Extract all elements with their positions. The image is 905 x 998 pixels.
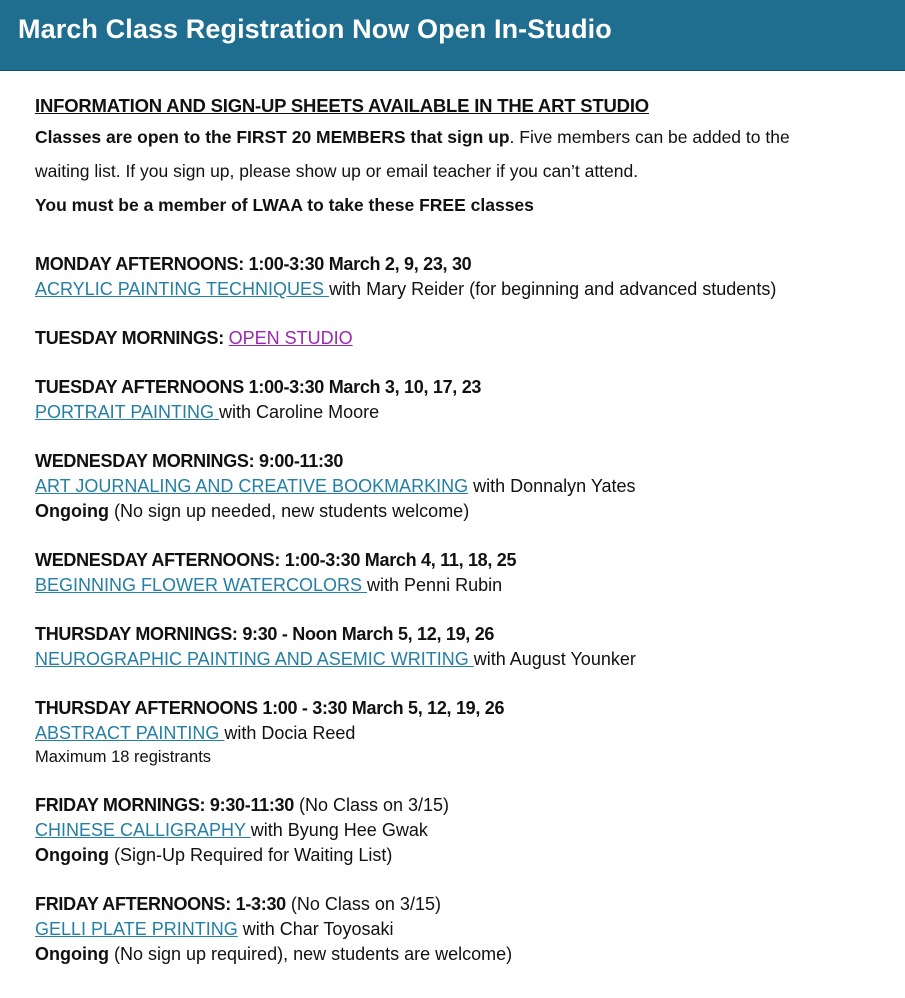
- session-note-bold: Ongoing: [35, 501, 109, 521]
- class-link-gelli-plate-printing[interactable]: GELLI PLATE PRINTING: [35, 919, 238, 939]
- class-link-acrylic-painting[interactable]: ACRYLIC PAINTING TECHNIQUES: [35, 279, 330, 299]
- session-instructor: with Penni Rubin: [367, 575, 503, 595]
- session-class-line: [35, 400, 900, 425]
- session-class-line: [35, 573, 900, 598]
- session-time-note: (No Class on 3/15): [285, 894, 441, 914]
- session-time: TUESDAY AFTERNOONS 1:00-3:30 March 3, 10, 17, 23: [35, 377, 482, 397]
- session-thursday-morning: [35, 622, 900, 672]
- session-class-line: [35, 277, 900, 302]
- session-wednesday-afternoon: [35, 548, 900, 598]
- intro-waiting-list-text: waiting list. If you sign up, please show up or email teacher if you can’t attend.: [35, 161, 639, 181]
- session-class-line: [35, 721, 900, 746]
- session-time-line: [35, 892, 900, 917]
- session-time: MONDAY AFTERNOONS: 1:00-3:30 March 2, 9, 23, 30: [35, 254, 472, 274]
- session-friday-afternoon: [35, 892, 900, 967]
- session-time: FRIDAY AFTERNOONS: 1-3:30: [35, 894, 286, 914]
- session-instructor: with Donnalyn Yates: [468, 476, 636, 496]
- info-heading: INFORMATION AND SIGN-UP SHEETS AVAILABLE IN THE ART STUDIO: [35, 95, 649, 116]
- session-class-line: [35, 917, 900, 942]
- session-note: Maximum 18 registrants: [35, 748, 212, 766]
- session-time-line: [35, 326, 900, 351]
- session-class-line: [35, 818, 900, 843]
- session-tuesday-afternoon: [35, 375, 900, 425]
- session-note: [35, 942, 900, 967]
- session-time: TUESDAY MORNINGS:: [35, 328, 229, 348]
- membership-requirement: You must be a member of LWAA to take these FREE classes: [35, 195, 534, 215]
- class-link-flower-watercolors[interactable]: BEGINNING FLOWER WATERCOLORS: [35, 575, 368, 595]
- session-instructor: with Mary Reider (for beginning and advanced students): [329, 279, 777, 299]
- session-note-bold: Ongoing: [35, 845, 109, 865]
- session-instructor: with August Younker: [473, 649, 636, 669]
- session-time: THURSDAY MORNINGS: 9:30 - Noon March 5, 12, 19, 26: [35, 624, 495, 644]
- session-class-line: [35, 474, 900, 499]
- class-link-open-studio[interactable]: OPEN STUDIO: [228, 328, 353, 348]
- class-link-portrait-painting[interactable]: PORTRAIT PAINTING: [35, 402, 220, 422]
- class-link-neurographic-painting[interactable]: NEUROGRAPHIC PAINTING AND ASEMIC WRITING: [35, 649, 474, 669]
- intro-text: . Five members can be added to the: [509, 127, 790, 147]
- session-wednesday-morning: [35, 449, 900, 524]
- session-instructor: with Caroline Moore: [219, 402, 380, 422]
- session-note-text: (Sign-Up Required for Waiting List): [108, 845, 393, 865]
- session-time-note: (No Class on 3/15): [293, 795, 450, 815]
- intro-paragraph: [35, 120, 900, 154]
- session-tuesday-morning: [35, 326, 900, 351]
- intro-bold-text: Classes are open to the FIRST 20 MEMBERS that sign up: [35, 127, 510, 147]
- class-link-abstract-painting[interactable]: ABSTRACT PAINTING: [35, 723, 225, 743]
- class-link-chinese-calligraphy[interactable]: CHINESE CALLIGRAPHY: [35, 820, 251, 840]
- session-class-line: [35, 647, 900, 672]
- session-note: [35, 499, 900, 524]
- session-thursday-afternoon: [35, 696, 900, 769]
- main-content: [35, 94, 900, 991]
- session-note-bold: Ongoing: [35, 944, 109, 964]
- page-title: March Class Registration Now Open In-Studio: [18, 14, 612, 44]
- session-time: THURSDAY AFTERNOONS 1:00 - 3:30 March 5, 12, 19, 26: [35, 698, 505, 718]
- session-time: FRIDAY MORNINGS: 9:30-11:30: [35, 795, 294, 815]
- header-banner: [0, 0, 905, 71]
- session-monday-afternoon: [35, 252, 900, 302]
- session-note-text: (No sign up required), new students are welcome): [108, 944, 513, 964]
- session-instructor: with Char Toyosaki: [237, 919, 394, 939]
- class-link-art-journaling[interactable]: ART JOURNALING AND CREATIVE BOOKMARKING: [35, 476, 469, 496]
- session-time: WEDNESDAY MORNINGS: 9:00-11:30: [35, 451, 344, 471]
- session-note-text: (No sign up needed, new students welcome): [108, 501, 470, 521]
- session-friday-morning: [35, 793, 900, 868]
- session-note: [35, 843, 900, 868]
- session-time: WEDNESDAY AFTERNOONS: 1:00-3:30 March 4, 11, 18, 25: [35, 550, 517, 570]
- session-instructor: with Docia Reed: [224, 723, 356, 743]
- session-instructor: with Byung Hee Gwak: [250, 820, 428, 840]
- class-schedule: [35, 252, 900, 967]
- session-time-line: [35, 793, 900, 818]
